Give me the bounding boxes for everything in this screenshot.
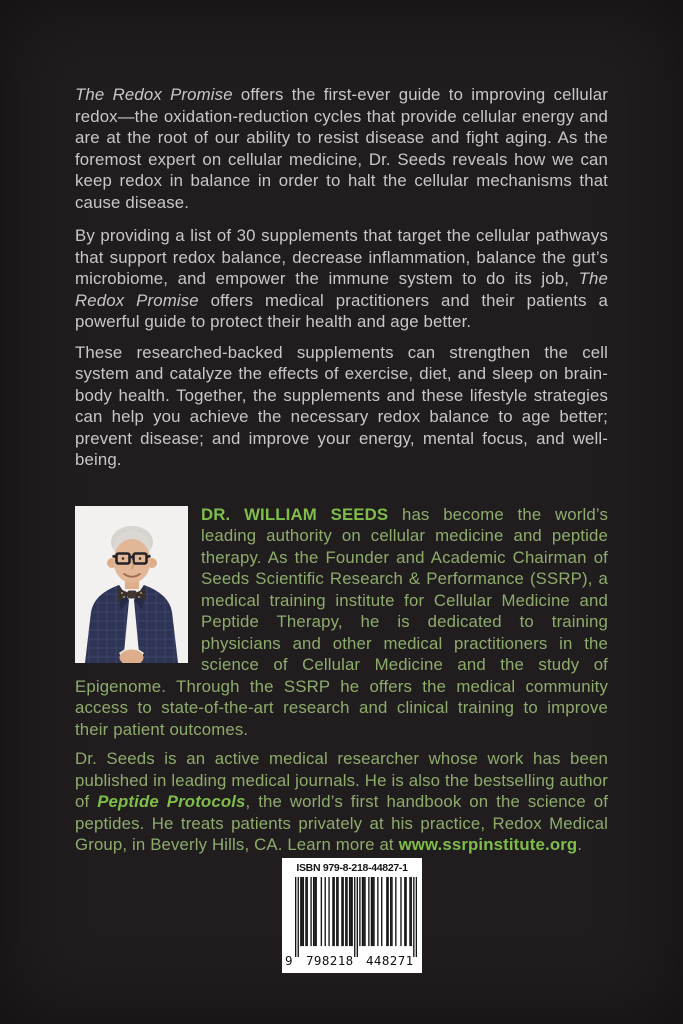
author-name: DR. WILLIAM SEEDS	[201, 504, 389, 524]
author-photo	[75, 506, 188, 663]
barcode	[282, 858, 422, 973]
synopsis-paragraph-3: These researched-backed supplements can strengthen the cell system and catalyze the effects of exercise, diet, and sleep on brain-body health. Together, the supplements and these lifestyle strategies can help you achieve the necessary redox balance to age better; prevent disease; and improve your energy, mental focus, and well-being.	[75, 342, 608, 469]
book-title: The Redox Promise	[75, 269, 608, 310]
barcode-bars	[295, 877, 417, 957]
isbn-label: ISBN 979-8-218-44827-1	[296, 862, 408, 874]
barcode-digit-lead: 9	[285, 953, 293, 968]
website-url: www.ssrpinstitute.org	[398, 835, 578, 854]
back-cover-text	[75, 84, 608, 856]
book-title: The Redox Promise	[75, 85, 233, 104]
barcode-digits-left: 798218	[306, 953, 354, 968]
synopsis-paragraph-2: By providing a list of 30 supplements that target the cellular pathways that support redox balance, decrease inflammation, balance the gut’s microbiome, and empower the immune system to do its job, The Redox Promise offers medical practitioners and their patients a powerful guide to protect their health and age better.	[75, 226, 608, 331]
author-bio-paragraph	[75, 504, 608, 741]
synopsis-paragraph-1: The Redox Promise offers the first-ever guide to improving cellular redox—the oxidation-reduction cycles that provide cellular energy and are at the root of our ability to resist disease and fight aging. As the foremost expert on cellular medicine, Dr. Seeds reveals how we can keep redox in balance in order to halt the cellular mechanisms that cause disease.	[75, 85, 608, 212]
author-bio-text: DR. WILLIAM SEEDS has become the world’s leading authority on cellular medicine and peptide therapy. As the Founder and Academic Chairman of Seeds Scientific Research & Performance (SSRP), a medical training institute for Cellular Medicine and Peptide Therapy, he is dedicated to training physicians and other medical practitioners in the science of Cellular Medicine and the study of Epigenome. Through the SSRP he offers the medical community access to state-of-the-art research and clinical training to improve their patient outcomes.	[75, 504, 608, 739]
closing-paragraph: Dr. Seeds is an active medical researcher whose work has been published in leading medical journals. He is also the bestselling author of Peptide Protocols, the world’s first handbook on the science of peptides. He treats patients privately at his practice, Redox Medical Group, in Beverly Hills, CA. Learn more at www.ssrpinstitute.org.	[75, 749, 609, 854]
peptide-protocols-title: Peptide Protocols	[97, 792, 246, 811]
barcode-digits-right: 448271	[366, 953, 414, 968]
